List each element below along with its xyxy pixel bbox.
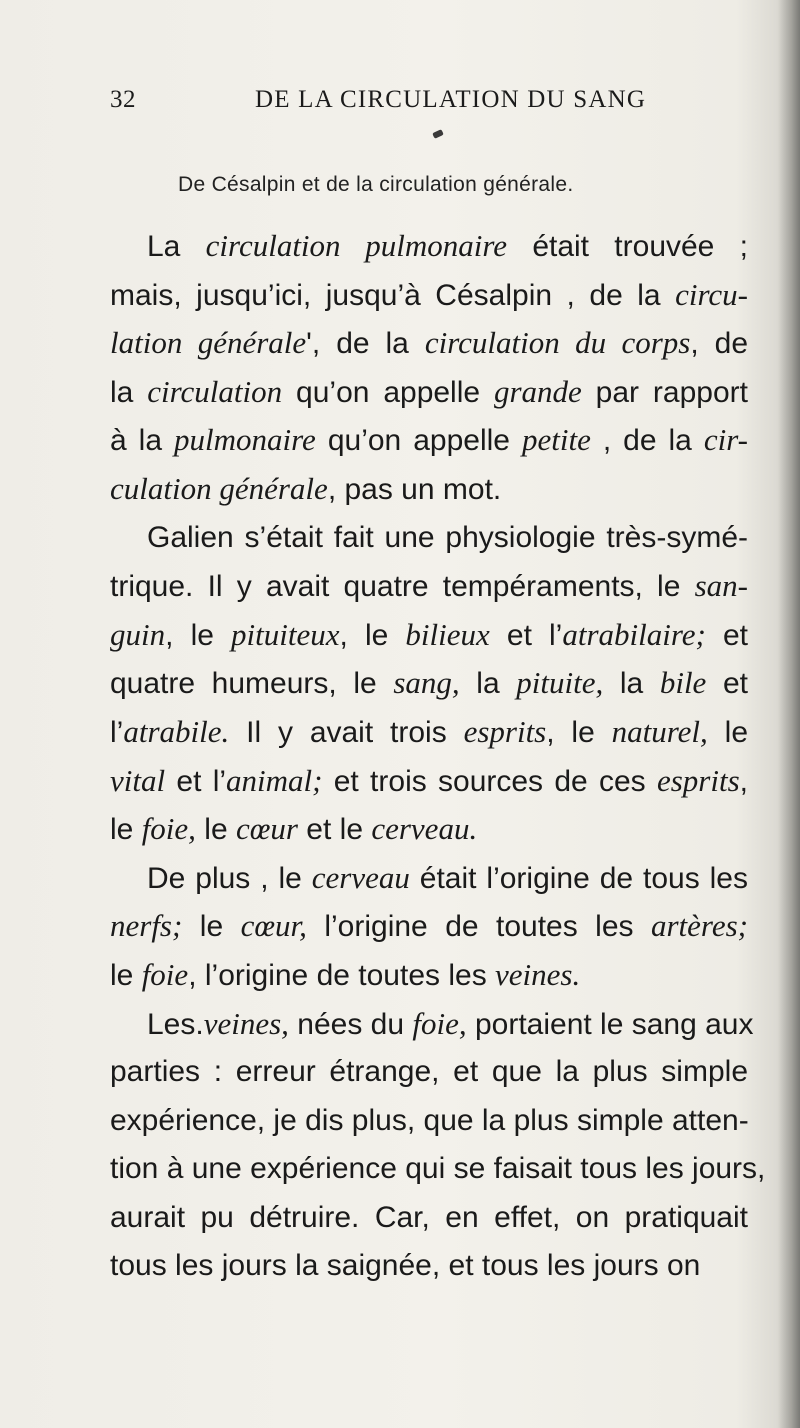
ink-speck bbox=[432, 129, 444, 139]
text-line bbox=[110, 805, 748, 854]
italic-run: lation générale bbox=[110, 325, 307, 361]
text-line bbox=[110, 1145, 766, 1194]
text-run: De plus , le bbox=[147, 861, 312, 895]
italic-run: pulmonaire bbox=[174, 422, 316, 458]
text-run: et le bbox=[297, 813, 372, 847]
text-run: et bbox=[706, 667, 748, 701]
italic-run: esprits bbox=[463, 713, 547, 749]
text-line bbox=[110, 708, 748, 757]
text-run: la bbox=[110, 375, 148, 409]
italic-run: cœur bbox=[235, 811, 298, 847]
text-run: le bbox=[707, 715, 748, 749]
italic-run: circulation pulmonaire bbox=[205, 228, 508, 263]
text-run: était trouvée ; bbox=[507, 230, 748, 263]
text-run: ', de la bbox=[306, 327, 425, 361]
italic-run: nerfs; bbox=[110, 908, 183, 944]
text-run: La bbox=[147, 230, 206, 263]
text-line bbox=[110, 854, 748, 903]
section-heading: De Césalpin et de la circulation générale. bbox=[178, 173, 574, 196]
text-run: aurait pu détruire. Car, en effet, on pratiquait bbox=[110, 1200, 748, 1234]
text-line bbox=[110, 562, 748, 611]
text-line bbox=[110, 1097, 748, 1146]
italic-run: veines. bbox=[495, 956, 581, 992]
text-run: , l’origine de toutes les bbox=[188, 958, 496, 992]
italic-run: sang, bbox=[393, 665, 460, 701]
text-run: le bbox=[195, 813, 236, 847]
text-run: le bbox=[110, 958, 142, 992]
text-run: qu’on appelle bbox=[315, 424, 522, 458]
text-line bbox=[110, 902, 748, 951]
running-head bbox=[110, 86, 670, 120]
page-number: 32 bbox=[110, 86, 136, 113]
text-run: , le bbox=[339, 618, 406, 652]
text-run: mais, jusqu’ici, jusqu’à Césalpin , de la bbox=[110, 278, 676, 312]
text-run: tion à une expérience qui se faisait tous les jours, bbox=[110, 1152, 766, 1186]
italic-run: atrabilaire; bbox=[562, 616, 706, 652]
text-run: le bbox=[110, 813, 142, 847]
italic-run: naturel, bbox=[611, 713, 708, 749]
italic-run: atrabile. bbox=[123, 713, 230, 749]
text-run: la bbox=[459, 667, 517, 701]
text-line bbox=[110, 1194, 748, 1243]
italic-run: esprits bbox=[656, 762, 740, 798]
text-line bbox=[110, 757, 748, 806]
running-title: DE LA CIRCULATION DU SANG bbox=[255, 86, 647, 113]
italic-run: cir- bbox=[703, 422, 748, 458]
text-line bbox=[110, 271, 748, 320]
text-run: Il y avait trois bbox=[229, 715, 464, 749]
body-text bbox=[110, 222, 766, 1291]
italic-run: petite bbox=[521, 422, 591, 458]
text-line bbox=[110, 951, 748, 1000]
text-run: expérience, je dis plus, que la plus simple atten- bbox=[110, 1103, 749, 1137]
italic-run: vital bbox=[110, 762, 166, 798]
text-line bbox=[110, 222, 748, 271]
text-run: l’origine de toutes les bbox=[306, 910, 651, 944]
italic-run: foie, bbox=[412, 1005, 467, 1041]
text-run: , bbox=[739, 764, 748, 798]
text-run: nées du bbox=[288, 1007, 413, 1041]
italic-run: grande bbox=[493, 373, 582, 409]
text-line bbox=[110, 659, 748, 708]
italic-run: animal; bbox=[226, 762, 323, 798]
text-run: et bbox=[705, 618, 749, 652]
text-run: portaient le sang aux bbox=[466, 1007, 754, 1041]
italic-run: circu- bbox=[675, 276, 748, 312]
text-run: , pas un mot. bbox=[327, 472, 502, 506]
text-run: à la bbox=[110, 424, 175, 458]
italic-run: foie bbox=[141, 956, 189, 992]
text-line bbox=[110, 319, 748, 368]
text-line bbox=[110, 611, 748, 660]
italic-run: pituiteux bbox=[231, 616, 340, 652]
text-run: trique. Il y avait quatre tempéraments, le bbox=[110, 570, 695, 604]
text-run: Galien s’était fait une physiologie très-symé- bbox=[147, 520, 748, 554]
text-run: et trois sources de ces bbox=[322, 764, 657, 798]
text-run: le bbox=[182, 910, 241, 944]
text-line bbox=[110, 1000, 754, 1049]
text-run: l’ bbox=[110, 715, 124, 749]
text-run: la bbox=[603, 667, 660, 701]
text-run: par rapport bbox=[581, 375, 748, 409]
text-run: , le bbox=[546, 715, 612, 749]
text-line bbox=[110, 465, 748, 514]
text-run: était l’origine de tous les bbox=[409, 861, 748, 895]
text-run: parties : erreur étrange, et que la plus simple bbox=[110, 1055, 748, 1089]
italic-run: cœur, bbox=[240, 908, 307, 944]
text-run: quatre humeurs, le bbox=[110, 667, 394, 701]
text-run: tous les jours la saignée, et tous les jours on bbox=[110, 1249, 701, 1283]
italic-run: san- bbox=[694, 568, 748, 604]
text-line bbox=[110, 416, 748, 465]
italic-run: bile bbox=[659, 665, 707, 701]
italic-run: circulation du corps bbox=[424, 325, 691, 361]
italic-run: bilieux bbox=[405, 616, 490, 652]
text-run: Les. bbox=[147, 1007, 204, 1041]
text-line bbox=[110, 1048, 748, 1097]
italic-run: cerveau. bbox=[371, 811, 478, 847]
italic-run: veines, bbox=[203, 1005, 289, 1041]
italic-run: foie, bbox=[141, 811, 196, 847]
text-run: et l’ bbox=[489, 618, 563, 652]
page-edge-shadow bbox=[778, 0, 800, 1428]
italic-run: culation générale bbox=[110, 470, 328, 506]
text-line bbox=[110, 1242, 748, 1291]
italic-run: artères; bbox=[650, 908, 748, 944]
text-run: , de la bbox=[590, 424, 704, 458]
italic-run: circulation bbox=[147, 373, 283, 409]
text-run: , le bbox=[165, 618, 232, 652]
italic-run: pituite, bbox=[516, 665, 604, 701]
text-run: , de bbox=[690, 327, 749, 361]
text-run: et l’ bbox=[165, 764, 227, 798]
italic-run: guin bbox=[110, 616, 166, 652]
italic-run: cerveau bbox=[311, 859, 410, 895]
text-line bbox=[110, 514, 748, 563]
text-line bbox=[110, 368, 748, 417]
text-run: qu’on appelle bbox=[282, 375, 494, 409]
